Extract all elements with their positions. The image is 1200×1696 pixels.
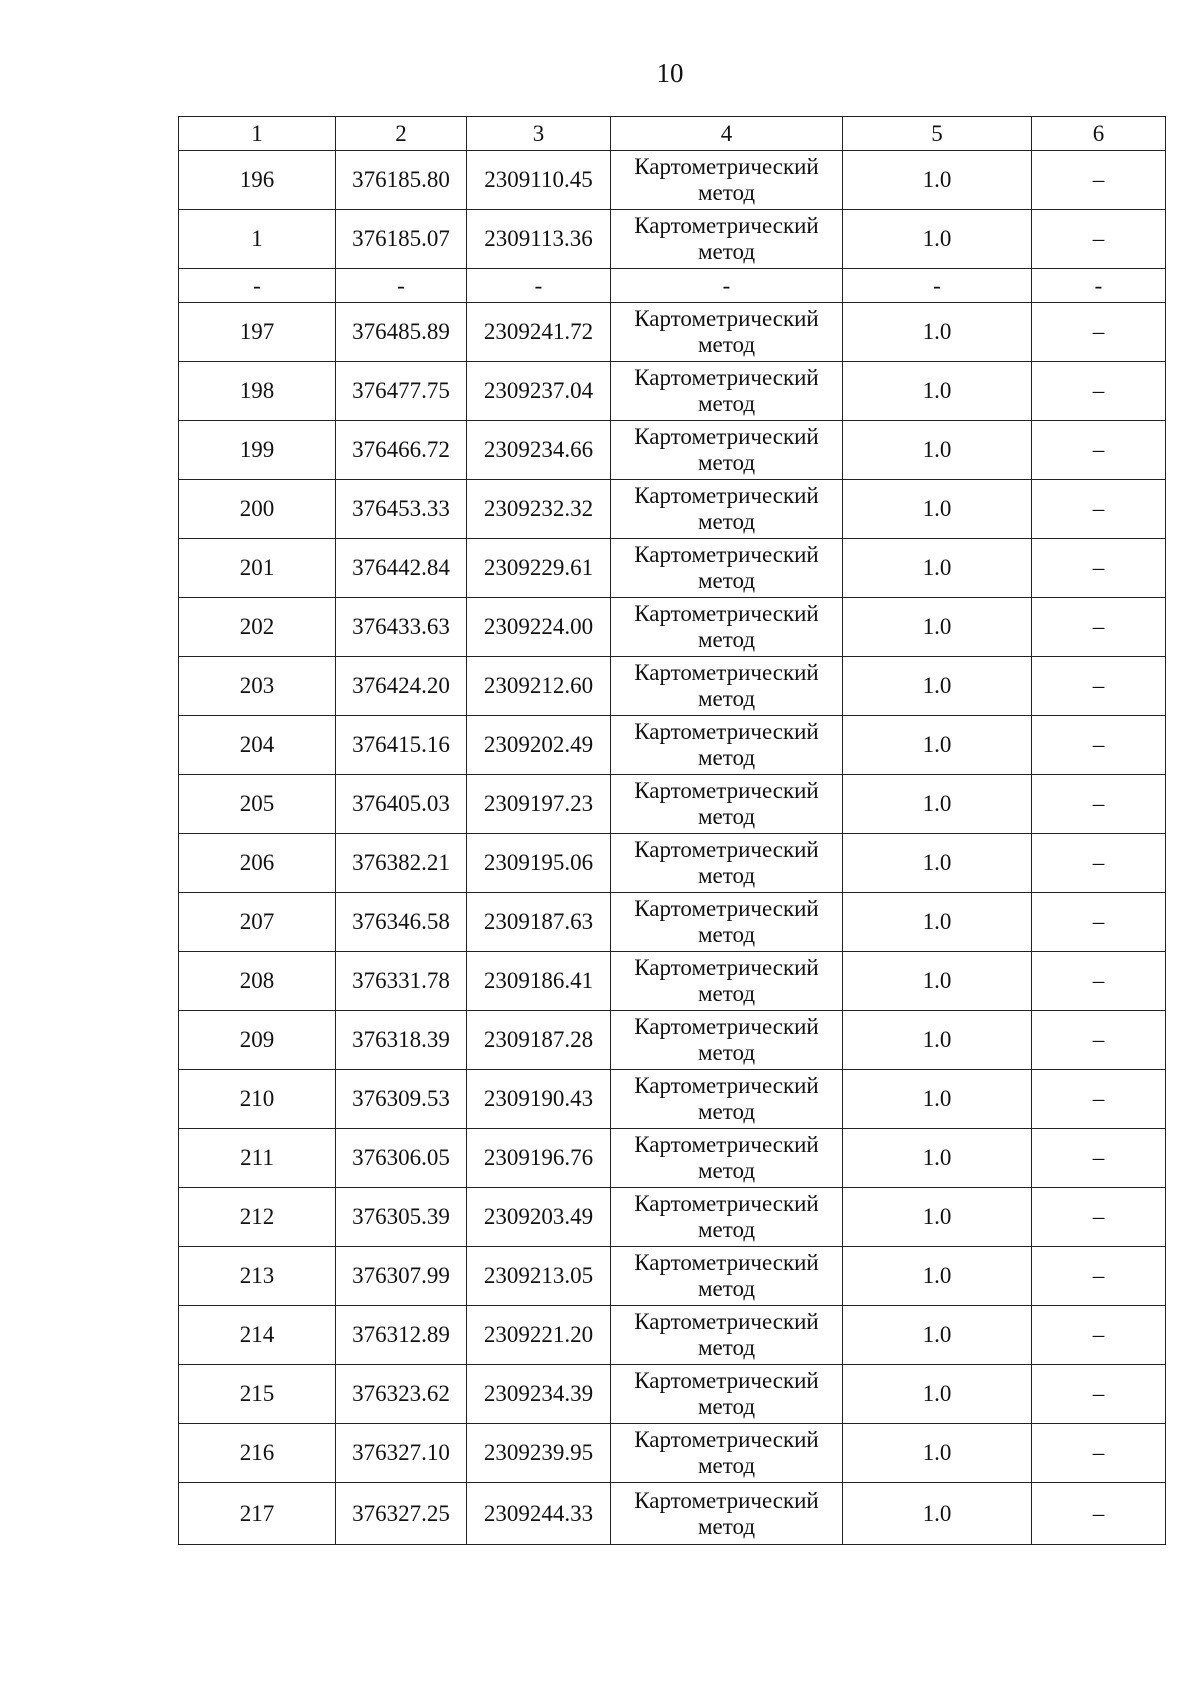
page-number: 10 — [656, 58, 684, 88]
accuracy-cell: 1.0 — [843, 210, 1032, 269]
table-row — [179, 598, 1166, 657]
accuracy-cell: 1.0 — [843, 1365, 1032, 1424]
table-row — [179, 480, 1166, 539]
table-row — [179, 893, 1166, 952]
point-number-cell: 215 — [179, 1365, 336, 1424]
x-coordinate-cell: 376453.33 — [336, 480, 467, 539]
method-cell: Картометрический метод — [611, 1011, 843, 1070]
x-coordinate-cell: 376185.80 — [336, 151, 467, 210]
method-cell: Картометрический метод — [611, 1188, 843, 1247]
point-number-cell: 216 — [179, 1424, 336, 1483]
point-number-cell: 197 — [179, 303, 336, 362]
note-cell: – — [1032, 775, 1166, 834]
table-row — [179, 210, 1166, 269]
accuracy-cell: 1.0 — [843, 480, 1032, 539]
point-number-cell: 198 — [179, 362, 336, 421]
x-coordinate-cell: 376327.10 — [336, 1424, 467, 1483]
method-cell: Картометрический метод — [611, 1070, 843, 1129]
x-coordinate-cell: 376323.62 — [336, 1365, 467, 1424]
table-row — [179, 657, 1166, 716]
y-coordinate-cell: 2309203.49 — [467, 1188, 611, 1247]
x-coordinate-cell: 376485.89 — [336, 303, 467, 362]
point-number-cell: 201 — [179, 539, 336, 598]
accuracy-cell: 1.0 — [843, 539, 1032, 598]
x-coordinate-cell: 376312.89 — [336, 1306, 467, 1365]
note-cell: – — [1032, 1247, 1166, 1306]
x-coordinate-cell: 376382.21 — [336, 834, 467, 893]
table-row — [179, 151, 1166, 210]
note-cell: – — [1032, 421, 1166, 480]
note-cell: – — [1032, 952, 1166, 1011]
method-cell: Картометрический метод — [611, 893, 843, 952]
column-header: 1 — [179, 117, 336, 151]
point-number-cell: 213 — [179, 1247, 336, 1306]
point-number-cell: 214 — [179, 1306, 336, 1365]
point-number-cell: 210 — [179, 1070, 336, 1129]
y-coordinate-cell: 2309196.76 — [467, 1129, 611, 1188]
y-coordinate-cell: 2309244.33 — [467, 1483, 611, 1545]
note-cell: – — [1032, 480, 1166, 539]
accuracy-cell: 1.0 — [843, 1483, 1032, 1545]
x-coordinate-cell: 376442.84 — [336, 539, 467, 598]
y-coordinate-cell: 2309113.36 — [467, 210, 611, 269]
column-header: 5 — [843, 117, 1032, 151]
y-coordinate-cell: - — [467, 269, 611, 303]
y-coordinate-cell: 2309110.45 — [467, 151, 611, 210]
y-coordinate-cell: 2309195.06 — [467, 834, 611, 893]
point-number-cell: 200 — [179, 480, 336, 539]
note-cell: – — [1032, 1188, 1166, 1247]
table-row — [179, 1365, 1166, 1424]
note-cell: – — [1032, 834, 1166, 893]
point-number-cell: 203 — [179, 657, 336, 716]
point-number-cell: 209 — [179, 1011, 336, 1070]
table-row — [179, 539, 1166, 598]
method-cell: Картометрический метод — [611, 775, 843, 834]
accuracy-cell: 1.0 — [843, 1188, 1032, 1247]
table-row — [179, 362, 1166, 421]
x-coordinate-cell: 376405.03 — [336, 775, 467, 834]
method-cell: Картометрический метод — [611, 657, 843, 716]
point-number-cell: 204 — [179, 716, 336, 775]
table-row — [179, 421, 1166, 480]
y-coordinate-cell: 2309237.04 — [467, 362, 611, 421]
y-coordinate-cell: 2309213.05 — [467, 1247, 611, 1306]
note-cell: – — [1032, 210, 1166, 269]
table-row — [179, 1483, 1166, 1545]
point-number-cell: - — [179, 269, 336, 303]
note-cell: – — [1032, 1070, 1166, 1129]
method-cell: Картометрический метод — [611, 210, 843, 269]
accuracy-cell: 1.0 — [843, 1247, 1032, 1306]
method-cell: Картометрический метод — [611, 421, 843, 480]
y-coordinate-cell: 2309190.43 — [467, 1070, 611, 1129]
accuracy-cell: 1.0 — [843, 1306, 1032, 1365]
accuracy-cell: 1.0 — [843, 775, 1032, 834]
table-row — [179, 775, 1166, 834]
accuracy-cell: 1.0 — [843, 1129, 1032, 1188]
table-row — [179, 1306, 1166, 1365]
table-row — [179, 1070, 1166, 1129]
x-coordinate-cell: 376318.39 — [336, 1011, 467, 1070]
method-cell: Картометрический метод — [611, 151, 843, 210]
x-coordinate-cell: 376477.75 — [336, 362, 467, 421]
method-cell: Картометрический метод — [611, 716, 843, 775]
note-cell: – — [1032, 303, 1166, 362]
point-number-cell: 199 — [179, 421, 336, 480]
x-coordinate-cell: 376307.99 — [336, 1247, 467, 1306]
y-coordinate-cell: 2309202.49 — [467, 716, 611, 775]
note-cell: – — [1032, 362, 1166, 421]
method-cell: Картометрический метод — [611, 834, 843, 893]
column-header: 3 — [467, 117, 611, 151]
point-number-cell: 1 — [179, 210, 336, 269]
column-header: 6 — [1032, 117, 1166, 151]
table-row — [179, 952, 1166, 1011]
table-row — [179, 1247, 1166, 1306]
accuracy-cell: 1.0 — [843, 1424, 1032, 1483]
note-cell: – — [1032, 1129, 1166, 1188]
method-cell: Картометрический метод — [611, 1365, 843, 1424]
y-coordinate-cell: 2309234.66 — [467, 421, 611, 480]
point-number-cell: 196 — [179, 151, 336, 210]
y-coordinate-cell: 2309187.63 — [467, 893, 611, 952]
method-cell: Картометрический метод — [611, 952, 843, 1011]
x-coordinate-cell: 376346.58 — [336, 893, 467, 952]
accuracy-cell: 1.0 — [843, 716, 1032, 775]
table-row — [179, 716, 1166, 775]
method-cell: Картометрический метод — [611, 362, 843, 421]
method-cell: Картометрический метод — [611, 480, 843, 539]
accuracy-cell: 1.0 — [843, 421, 1032, 480]
method-cell: - — [611, 269, 843, 303]
point-number-cell: 205 — [179, 775, 336, 834]
method-cell: Картометрический метод — [611, 1306, 843, 1365]
accuracy-cell: 1.0 — [843, 952, 1032, 1011]
note-cell: – — [1032, 539, 1166, 598]
note-cell: – — [1032, 1365, 1166, 1424]
accuracy-cell: 1.0 — [843, 598, 1032, 657]
method-cell: Картометрический метод — [611, 1424, 843, 1483]
point-number-cell: 208 — [179, 952, 336, 1011]
table-row — [179, 1188, 1166, 1247]
accuracy-cell: 1.0 — [843, 893, 1032, 952]
point-number-cell: 206 — [179, 834, 336, 893]
accuracy-cell: 1.0 — [843, 1070, 1032, 1129]
y-coordinate-cell: 2309232.32 — [467, 480, 611, 539]
table-header-row — [179, 117, 1166, 151]
y-coordinate-cell: 2309234.39 — [467, 1365, 611, 1424]
y-coordinate-cell: 2309197.23 — [467, 775, 611, 834]
x-coordinate-cell: 376433.63 — [336, 598, 467, 657]
x-coordinate-cell: 376424.20 — [336, 657, 467, 716]
x-coordinate-cell: 376415.16 — [336, 716, 467, 775]
table-row — [179, 1424, 1166, 1483]
x-coordinate-cell: 376309.53 — [336, 1070, 467, 1129]
method-cell: Картометрический метод — [611, 1247, 843, 1306]
y-coordinate-cell: 2309224.00 — [467, 598, 611, 657]
y-coordinate-cell: 2309221.20 — [467, 1306, 611, 1365]
note-cell: – — [1032, 1306, 1166, 1365]
table-row — [179, 1129, 1166, 1188]
column-header: 2 — [336, 117, 467, 151]
x-coordinate-cell: - — [336, 269, 467, 303]
note-cell: – — [1032, 151, 1166, 210]
table-row — [179, 303, 1166, 362]
point-number-cell: 212 — [179, 1188, 336, 1247]
accuracy-cell: - — [843, 269, 1032, 303]
accuracy-cell: 1.0 — [843, 834, 1032, 893]
accuracy-cell: 1.0 — [843, 151, 1032, 210]
note-cell: – — [1032, 1483, 1166, 1545]
accuracy-cell: 1.0 — [843, 303, 1032, 362]
note-cell: - — [1032, 269, 1166, 303]
note-cell: – — [1032, 893, 1166, 952]
x-coordinate-cell: 376331.78 — [336, 952, 467, 1011]
note-cell: – — [1032, 1011, 1166, 1070]
x-coordinate-cell: 376305.39 — [336, 1188, 467, 1247]
method-cell: Картометрический метод — [611, 598, 843, 657]
method-cell: Картометрический метод — [611, 1129, 843, 1188]
note-cell: – — [1032, 598, 1166, 657]
accuracy-cell: 1.0 — [843, 362, 1032, 421]
y-coordinate-cell: 2309241.72 — [467, 303, 611, 362]
method-cell: Картометрический метод — [611, 539, 843, 598]
table-body — [179, 117, 1166, 1545]
y-coordinate-cell: 2309229.61 — [467, 539, 611, 598]
point-number-cell: 211 — [179, 1129, 336, 1188]
x-coordinate-cell: 376327.25 — [336, 1483, 467, 1545]
table-row — [179, 834, 1166, 893]
method-cell: Картометрический метод — [611, 303, 843, 362]
note-cell: – — [1032, 657, 1166, 716]
separator-row — [179, 269, 1166, 303]
accuracy-cell: 1.0 — [843, 657, 1032, 716]
coordinates-table — [178, 116, 1166, 1545]
note-cell: – — [1032, 1424, 1166, 1483]
method-cell: Картометрический метод — [611, 1483, 843, 1545]
table-row — [179, 1011, 1166, 1070]
y-coordinate-cell: 2309187.28 — [467, 1011, 611, 1070]
y-coordinate-cell: 2309212.60 — [467, 657, 611, 716]
column-header: 4 — [611, 117, 843, 151]
y-coordinate-cell: 2309186.41 — [467, 952, 611, 1011]
x-coordinate-cell: 376306.05 — [336, 1129, 467, 1188]
note-cell: – — [1032, 716, 1166, 775]
x-coordinate-cell: 376185.07 — [336, 210, 467, 269]
y-coordinate-cell: 2309239.95 — [467, 1424, 611, 1483]
accuracy-cell: 1.0 — [843, 1011, 1032, 1070]
point-number-cell: 217 — [179, 1483, 336, 1545]
point-number-cell: 202 — [179, 598, 336, 657]
x-coordinate-cell: 376466.72 — [336, 421, 467, 480]
point-number-cell: 207 — [179, 893, 336, 952]
